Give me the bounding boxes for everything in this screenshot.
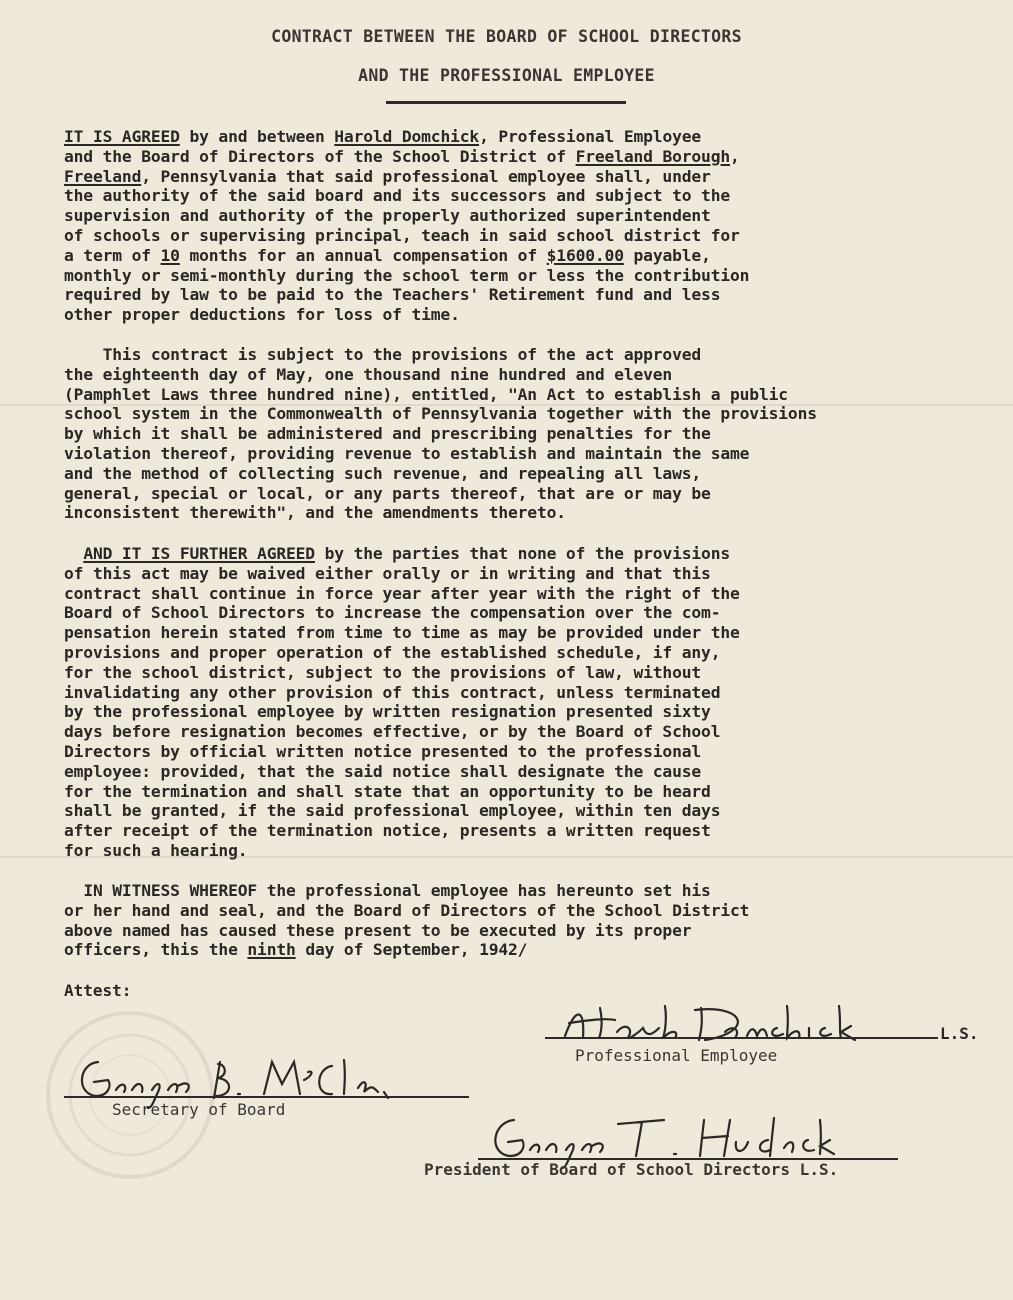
lead-phrase: IN WITNESS WHEREOF — [83, 881, 258, 900]
title-underline — [386, 101, 626, 104]
secretary-signature-label: Secretary of Board — [112, 1100, 286, 1119]
contract-day: ninth — [247, 940, 296, 960]
president-signature-label: President of Board of School Directors L.S. — [424, 1160, 839, 1179]
secretary-signature-line — [64, 1096, 469, 1098]
lead-phrase: IT IS AGREED — [64, 127, 180, 146]
salary-amount: $1600.00 — [546, 245, 624, 265]
paragraph-text: by and between — [179, 127, 335, 146]
district-name: Freeland Borough — [575, 146, 731, 166]
town-name: Freeland — [64, 166, 142, 186]
employee-signature-label: Professional Employee — [575, 1046, 778, 1065]
paragraph-text: months for an annual compensation of — [179, 245, 547, 265]
document-subtitle: AND THE PROFESSIONAL EMPLOYEE — [358, 66, 655, 85]
employee-ls-mark: L.S. — [940, 1024, 979, 1043]
employee-name: Harold Domchick — [334, 127, 480, 146]
paragraph-text: the professional employee has hereunto set his or her hand and seal, and the Board of Directors of the School District above named has caused these present to be executed by its proper officers, this the — [64, 881, 750, 960]
attest-label: Attest: — [64, 981, 132, 1000]
paragraph-further-agreed — [64, 544, 1004, 861]
paragraph-text: , Pennsylvania that said professional employee shall, under the authority of the said board and its successors and subject to the supervision and authority of the properly authorized superintendent of schools or supervising principal, teach in said school district for a term of — [64, 166, 740, 265]
paragraph-text: , — [730, 146, 740, 166]
employee-signature-line — [545, 1037, 938, 1039]
paragraph-text: day of September, 1942/ — [295, 940, 528, 960]
paragraph-act-provisions: This contract is subject to the provisions of the act approved the eighteenth day of May, one thousand nine hundred and eleven (Pamphlet Laws three hundred nine), entitled, "An Act to establish a public school system in the Commonwealth of Pennsylvania together with the provisions by which it shall be administered and prescribing penalties for the violation thereof, providing revenue to establish and maintain the same and the method of collecting such revenue, and repealing all laws, general, special or local, or any parts thereof, that are or may be inconsistent therewith", and the amendments thereto. — [64, 345, 817, 523]
paragraph-text: , Professional Employee and the Board of Directors of the School District of — [64, 127, 702, 166]
paragraph-text: payable, monthly or semi-monthly during the school term or less the contribution required by law to be paid to the Teachers' Retirement fund and less other proper deductions for loss of time. — [64, 245, 750, 325]
paragraph-text: by the parties that none of the provisions of this act may be waived either orally or in writing and that this contract shall continue in force year after year with the right of the Board of School Directors to increase the compensation over the com- pensation herein stated from time to time as may be provided under the provisions and proper operation of the established schedule, if any, for the school district, subject to the provisions of law, without invalidating any other provision of this contract, unless terminated by the professional employee by written resignation presented sixty days before resignation becomes effective, or by the Board of School Directors by official written notice presented to the professional employee: provided, that the said notice shall designate the cause for the termination and shall state that an opportunity to be heard shall be granted, if the said professional employee, within ten days after receipt of the termination notice, presents a written request for such a hearing. — [64, 544, 740, 860]
paragraph-agreement — [64, 127, 1004, 325]
term-months: 10 — [160, 245, 180, 265]
lead-phrase: AND IT IS FURTHER AGREED — [83, 544, 315, 563]
document-title: CONTRACT BETWEEN THE BOARD OF SCHOOL DIRECTORS — [271, 27, 742, 46]
paragraph-witness — [64, 881, 1004, 960]
